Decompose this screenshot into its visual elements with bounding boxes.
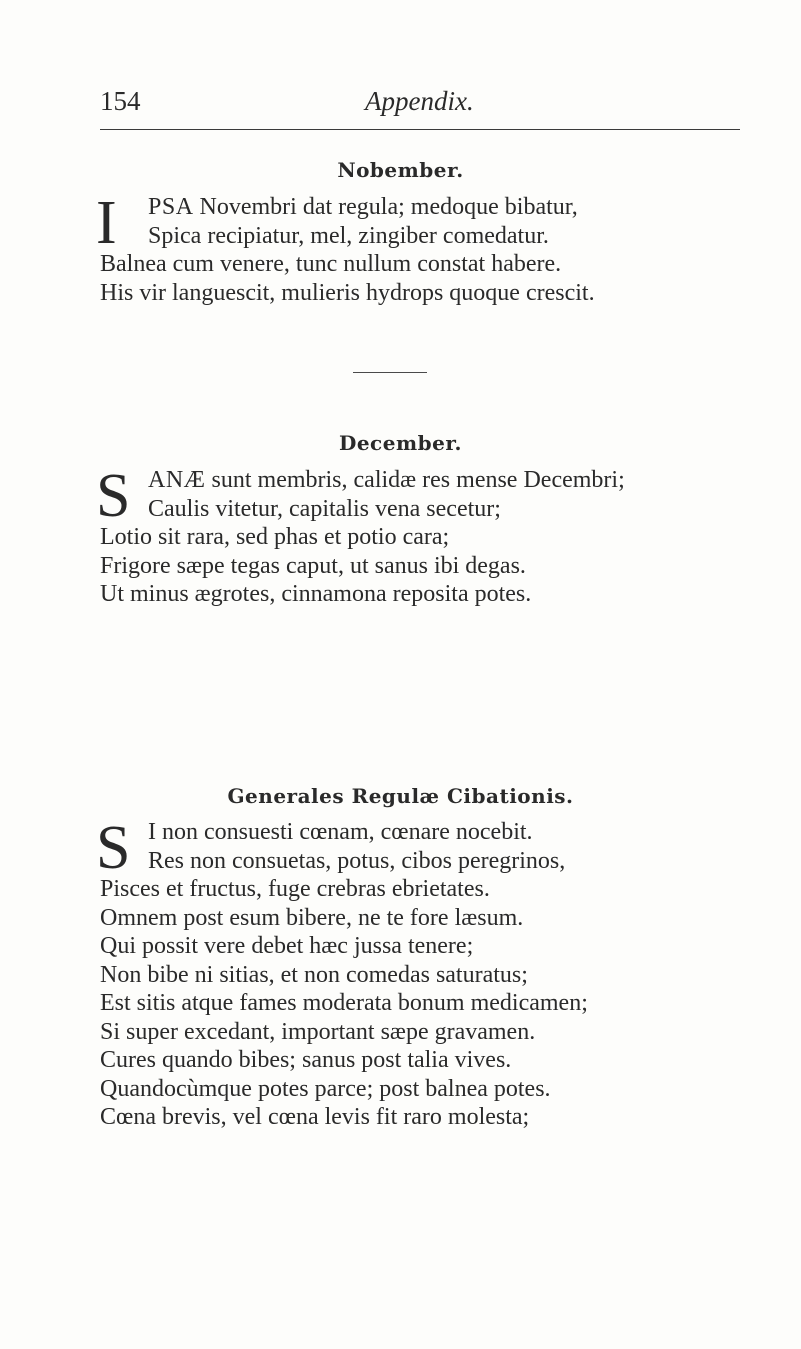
running-head <box>100 86 740 126</box>
drop-cap: S <box>96 462 131 530</box>
section-divider <box>353 372 427 373</box>
line-text: Novembri dat regula; medoque bibatur, <box>193 194 578 220</box>
verse-line: Lotio sit rara, sed phas et potio cara; <box>100 524 450 550</box>
verse-line: Est sitis atque fames moderata bonum medicamen; <box>100 990 588 1016</box>
verse-line: Non bibe ni sitias, et non comedas saturatus; <box>100 961 528 988</box>
verse-line: Frigore sæpe tegas caput, ut sanus ibi degas. <box>100 552 526 579</box>
verse-line: Caulis vitetur, capitalis vena secetur; <box>148 495 501 522</box>
section-heading-november: Nobember. <box>337 158 464 182</box>
verse-line: Si super excedant, important sæpe gravamen. <box>100 1018 536 1045</box>
verse-line: Quandocùmque potes parce; post balnea potes. <box>100 1075 551 1102</box>
first-word: I <box>148 819 156 845</box>
verse-line: His vir languescit, mulieris hydrops quoque crescit. <box>100 279 595 306</box>
verse-line: Cures quando bibes; sanus post talia vives. <box>100 1047 512 1073</box>
drop-cap: I <box>96 189 117 257</box>
verse-line: Omnem post esum bibere, ne te fore læsum. <box>100 904 524 931</box>
verse-line: Res non consuetas, potus, cibos peregrinos, <box>148 847 566 874</box>
verse-line <box>100 466 790 495</box>
first-word: ANÆ <box>148 467 206 493</box>
drop-cap: S <box>96 814 131 882</box>
header-rule <box>100 129 740 130</box>
verse-line: Cœna brevis, vel cœna levis fit raro molesta; <box>100 1104 530 1130</box>
verse-november <box>96 189 790 307</box>
verse-december <box>96 462 790 609</box>
verse-line: Qui possit vere debet hæc jussa tenere; <box>100 933 474 959</box>
line-text: non consuesti cœnam, cœnare nocebit. <box>156 819 533 845</box>
running-title: Appendix. <box>365 86 474 116</box>
verse-line <box>100 818 790 847</box>
section-heading-general-rules: Generales Regulæ Cibationis. <box>227 784 574 808</box>
verse-line: Pisces et fructus, fuge crebras ebrietates. <box>100 876 490 902</box>
verse-line: Spica recipiatur, mel, zingiber comedatur. <box>148 222 549 249</box>
line-text: sunt membris, calidæ res mense Decembri; <box>205 467 625 493</box>
verse-line: Balnea cum venere, tunc nullum constat habere. <box>100 251 562 277</box>
verse-line <box>100 193 790 222</box>
verse-general-rules <box>96 814 790 1132</box>
section-heading-december: December. <box>338 431 462 455</box>
verse-line: Ut minus ægrotes, cinnamona reposita potes. <box>100 581 532 607</box>
first-word: PSA <box>148 194 194 220</box>
page-number: 154 <box>100 86 141 116</box>
